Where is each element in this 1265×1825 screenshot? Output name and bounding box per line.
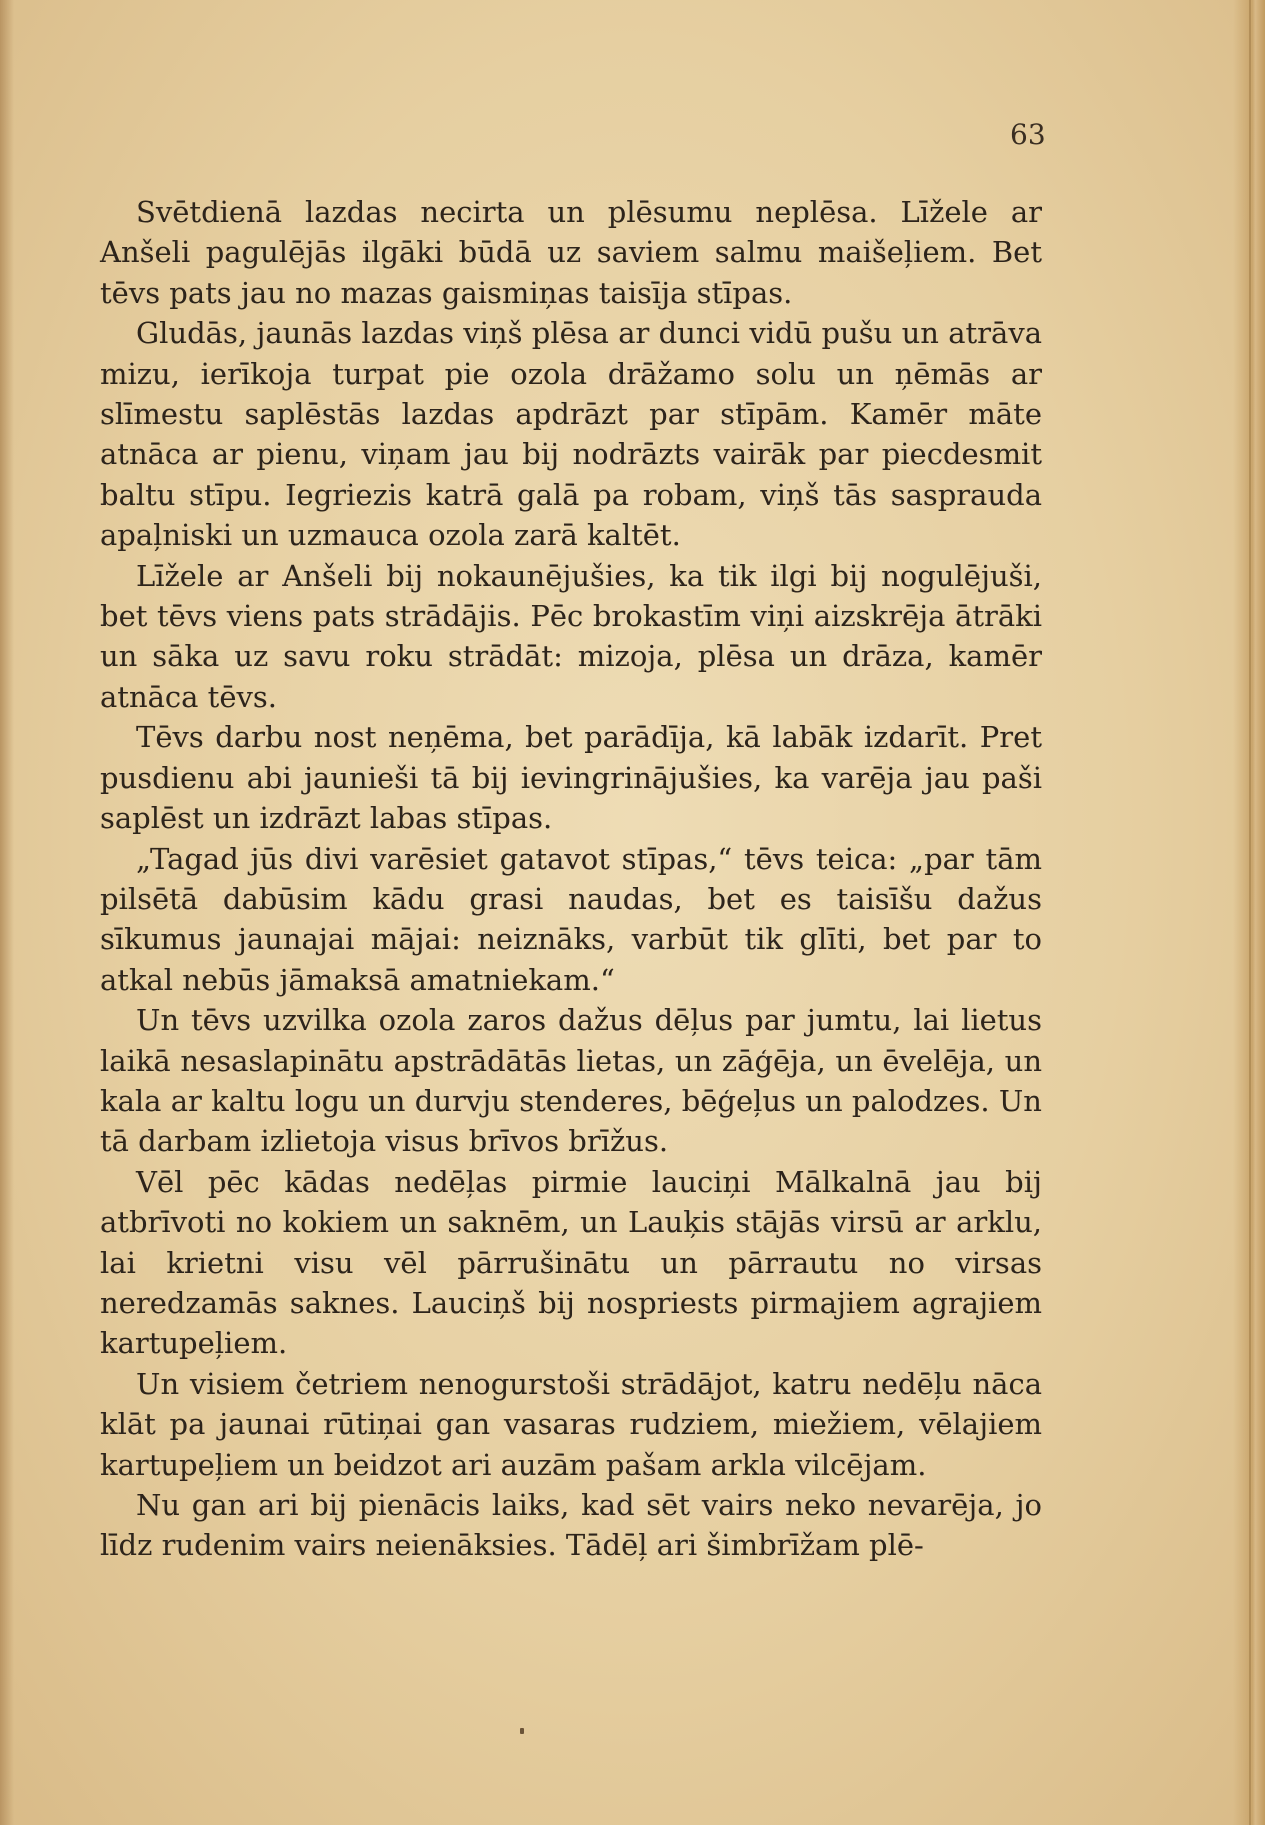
paragraph-4: Tēvs darbu nost neņēma, bet parādīja, kā labāk izdarīt. Pret pusdienu abi jaunieši tā bij ievingrinājušies, ka varēja jau paši saplēst un izdrāzt labas stīpas. [100,720,1042,836]
page-number: 63 [1010,118,1046,151]
paragraph-3: Līžele ar Anšeli bij nokaunējušies, ka tik ilgi bij nogulējuši, bet tēvs viens pats strādājis. Pēc brokastīm viņi aizskrēja ātrāki un sāka uz savu roku strādāt: mizoja, plēsa un drāza, kamēr atnāca tēvs. [100,558,1042,714]
page-right-edge-line [1249,0,1251,1825]
paper-speck [520,1728,524,1734]
paragraph-1: Svētdienā lazdas necirta un plēsumu neplēsa. Līžele ar Anšeli pagulējās ilgāki būdā uz saviem salmu maišeļiem. Bet tēvs pats jau no mazas gaismiņas taisīja stīpas. [100,195,1042,310]
paragraph-7: Vēl pēc kādas nedēļas pirmie lauciņi Mālkalnā jau bij atbrīvoti no kokiem un saknēm, un Lauķis stājās virsū ar arklu, lai krietni visu vēl pārrušinātu un pārrautu no virsas neredzamās saknes. Lauciņš bij nospriests pirmajiem agrajiem kartupeļiem. [100,1164,1042,1361]
paragraph-2: Gludās, jaunās lazdas viņš plēsa ar dunci vidū pušu un atrāva mizu, ierīkoja turpat pie ozola drāžamo solu un ņēmās ar slīmestu saplēstās lazdas apdrāzt par stīpām. Kamēr māte atnāca ar pienu, viņam jau bij nodrāzts vairāk par piecdesmit baltu stīpu. Iegriezis katrā galā pa robam, viņš tās saspraudа apaļniski un uzmauca ozola zarā kaltēt. [100,316,1042,553]
paragraph-5: „Tagad jūs divi varēsiet gatavot stīpas,“ tēvs teica: „par tām pilsētā dabūsim kādu grasi naudas, bet es taisīšu dažus sīkumus jaunajai mājai: neiznāks, varbūt tik glīti, bet par to atkal nebūs jāmaksā amatniekam.“ [100,841,1042,997]
page-left-shadow [0,0,14,1825]
body-text [100,192,1042,1566]
paragraph-6: Un tēvs uzvilka ozola zaros dažus dēļus par jumtu, lai lietus laikā nesaslapinātu apstrādātās lietas, un zāģēja, un ēvelēja, un kala ar kaltu logu un durvju stenderes, bēģeļus un palodzes. Un tā darbam izlietoja visus brīvos brīžus. [100,1003,1042,1159]
paragraph-9: Nu gan ari bij pienācis laiks, kad sēt vairs neko nevarēja, jo līdz rudenim vairs neienāksies. Tādēļ ari šimbrīžam plē- [100,1488,1042,1563]
paragraph-8: Un visiem četriem nenogurstoši strādājot, katru nedēļu nāca klāt pa jaunai rūtiņai gan vasaras rudziem, miežiem, vēlajiem kartupeļiem un beidzot ari auzām pašam arkla vilcējam. [100,1366,1042,1482]
